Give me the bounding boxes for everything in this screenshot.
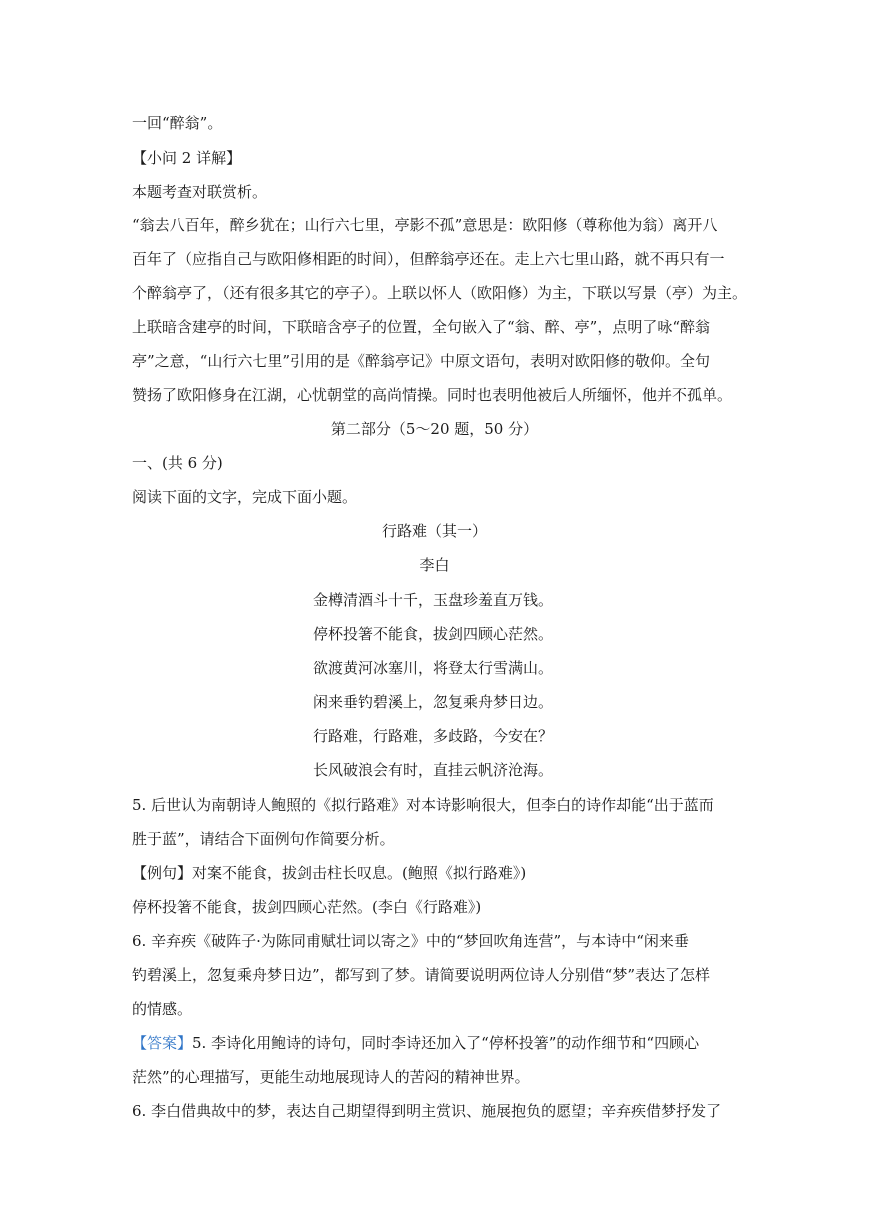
text-line: 赞扬了欧阳修身在江湖，心忧朝堂的高尚情操。同时也表明他被后人所缅怀，他并不孤单。 xyxy=(132,386,733,404)
example-line: 【例句】对案不能食，拔剑击柱长叹息。(鲍照《拟行路难》) xyxy=(132,864,527,882)
poem-line: 金樽清酒斗十千，玉盘珍羞直万钱。 xyxy=(313,591,554,609)
poem-title: 行路难（其一） xyxy=(381,522,487,540)
text-line: 亭”之意，“山行六七里”引用的是《醉翁亭记》中原文语句，表明对欧阳修的敬仰。全句 xyxy=(132,352,711,370)
poem-line: 停杯投箸不能食，拔剑四顾心茫然。 xyxy=(313,625,554,643)
question-5-line: 5. 后世认为南朝诗人鲍照的《拟行路难》对本诗影响很大，但李白的诗作却能“出于蓝而 xyxy=(132,796,714,814)
text-line: 本题考查对联赏析。 xyxy=(132,183,268,201)
text-line: 百年了（应指自己与欧阳修相距的时间），但醉翁亭还在。走上六七里山路，就不再只有一 xyxy=(132,250,725,268)
answer-tag: 【答案】 xyxy=(132,1034,193,1052)
poem-line: 欲渡黄河冰塞川，将登太行雪满山。 xyxy=(313,659,554,677)
poem-author: 李白 xyxy=(419,556,450,574)
poem-line: 长风破浪会有时，直挂云帆济沧海。 xyxy=(313,761,554,779)
sub-question-heading: 【小问 2 详解】 xyxy=(132,149,242,167)
text-line: 一回“醉翁”。 xyxy=(132,114,223,132)
question-6-line: 钓碧溪上，忽复乘舟梦日边”，都写到了梦。请简要说明两位诗人分别借“梦”表达了怎样 xyxy=(132,966,711,984)
text-line: “翁去八百年，醉乡犹在；山行六七里，亭影不孤”意思是：欧阳修（尊称他为翁）离开八 xyxy=(132,216,718,234)
text-line: 个醉翁亭了，（还有很多其它的亭子）。上联以怀人（欧阳修）为主，下联以写景（亭）为主。 xyxy=(132,284,748,302)
instruction-line: 阅读下面的文字，完成下面小题。 xyxy=(132,488,358,506)
question-5-line: 胜于蓝”，请结合下面例句作简要分析。 xyxy=(132,830,395,848)
question-6-line: 6. 辛弃疾《破阵子·为陈同甫赋壮词以寄之》中的“梦回吹角连营”，与本诗中“闲来垂 xyxy=(132,932,689,950)
answer-5-line xyxy=(132,1033,699,1053)
example-line: 停杯投箸不能食，拔剑四顾心茫然。(李白《行路难》) xyxy=(132,898,482,916)
poem-line: 行路难，行路难，多歧路，今安在？ xyxy=(313,727,554,745)
answer-5-line: 茫然”的心理描写，更能生动地展现诗人的苦闷的精神世界。 xyxy=(132,1068,530,1086)
text-line: 上联暗含建亭的时间，下联暗含亭子的位置，全句嵌入了“翁、醉、亭”，点明了咏“醉翁 xyxy=(132,318,711,336)
answer-text: 5. 李诗化用鲍诗的诗句，同时李诗还加入了“停杯投箸”的动作细节和“四顾心 xyxy=(192,1034,700,1052)
section-heading: 第二部分（5～20 题，50 分） xyxy=(330,420,539,438)
part-heading: 一、(共 6 分) xyxy=(132,454,223,472)
question-6-line: 的情感。 xyxy=(132,1000,193,1018)
poem-line: 闲来垂钓碧溪上，忽复乘舟梦日边。 xyxy=(313,693,554,711)
answer-6-line: 6. 李白借典故中的梦，表达自己期望得到明主赏识、施展抱负的愿望；辛弃疾借梦抒发了 xyxy=(132,1102,722,1120)
